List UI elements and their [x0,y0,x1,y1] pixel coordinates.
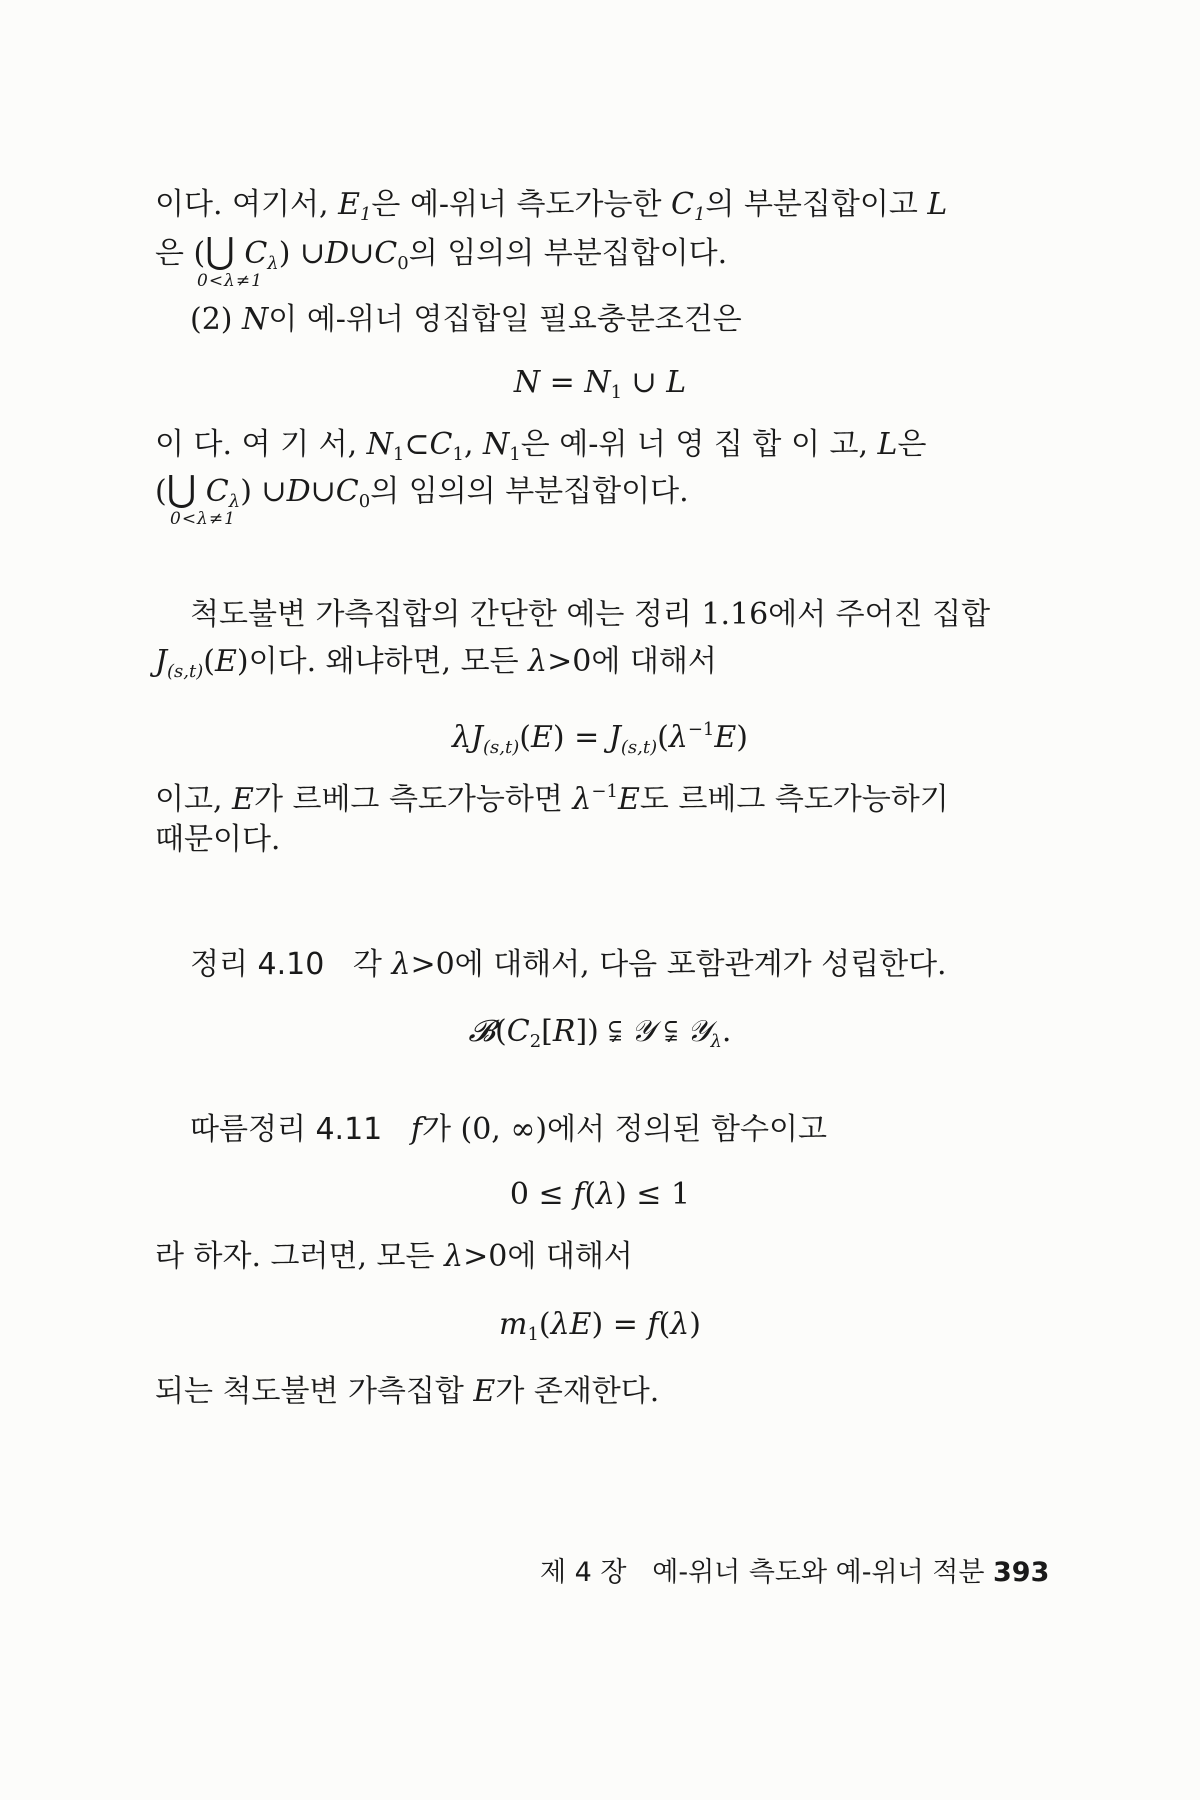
display-equation: $N = N_1$ ∪ L [513,365,687,403]
union-index: 0<λ≠1 [170,509,236,529]
text-line: 척도불변 가측집합의 간단한 예는 정리 1.16에서 주어진 집합 [190,597,991,632]
text-line: 이 다. 여 기 서, $N_1\subset C_1$, $N_1$은 예-위 너 영 집 합 이 고, L은 [155,427,927,465]
text-line: 때문이다. [155,822,281,857]
theorem-label: 정리 4.10 [190,947,325,982]
display-equation: $m_1(\lambda E) = f(\lambda)$ [498,1307,702,1345]
text-line: 은 (⋃ $C_\lambda$) $\cup D\cup C_0$의 임의의 부분집합이다. [155,231,728,274]
theorem-statement: 정리 4.10 각 λ>0에 대해서, 다음 포함관계가 성립한다. [190,947,947,982]
text-line: 이고, E가 르베그 측도가능하면 $\lambda^{-1}E$도 르베그 측도가능하기 [155,781,949,817]
union-symbol: ⋃ [166,469,197,510]
display-equation: $𝓑(C_2[R])$ ⫋ 𝒴 ⫋ 𝒴$_\lambda$. [468,1014,732,1052]
page-number: 393 [993,1557,1050,1588]
union-index: 0<λ≠1 [197,271,263,291]
running-footer [540,1550,1050,1589]
chapter-label: 제 4 장 [540,1557,627,1588]
text-line: 라 하자. 그러면, 모든 λ>0에 대해서 [155,1239,633,1274]
corollary-label: 따름정리 4.11 [190,1112,383,1147]
text-line: 이다. 여기서, $E_1$은 예-위너 측도가능한 $C_1$의 부분집합이고 L [155,187,948,225]
text-line: 되는 척도불변 가측집합 E가 존재한다. [155,1374,660,1409]
corollary-statement: 따름정리 4.11 f가 (0, ∞)에서 정의된 함수이고 [190,1112,827,1147]
display-equation: $\lambda J_{(s,t)}(E) = J_{(s,t)}(\lambda^{-1}E)$ [451,719,749,758]
display-equation: 0 ≤ f(λ) ≤ 1 [509,1177,691,1212]
text-line: $J_{(s,t)}(E)$이다. 왜냐하면, 모든 λ>0에 대해서 [155,644,717,682]
text-line: (2) N이 예-위너 영집합일 필요충분조건은 [190,302,742,337]
text-line: (⋃ $C_\lambda$) $\cup D\cup C_0$의 임의의 부분집합이다. [155,469,689,512]
chapter-title: 예-위너 측도와 예-위너 적분 [652,1557,985,1588]
union-symbol: ⋃ [205,231,235,272]
